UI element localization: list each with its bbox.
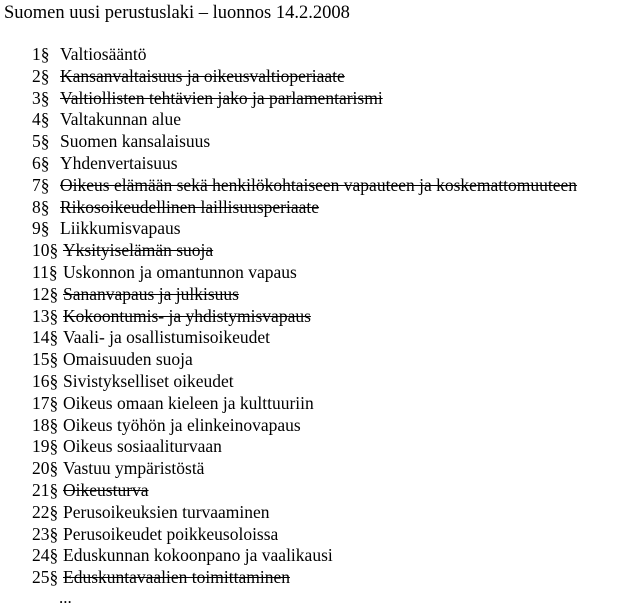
section-number: 15§ <box>32 349 59 370</box>
section-number: 16§ <box>32 370 59 391</box>
section-item <box>32 524 577 546</box>
section-number: 2§ <box>32 65 50 86</box>
section-item <box>32 371 577 393</box>
continuation-ellipsis: ... <box>59 588 72 607</box>
section-title: Yhdenvertaisuus <box>60 152 178 173</box>
section-item <box>32 109 577 131</box>
section-title: Oikeusturva <box>63 479 149 500</box>
section-number: 17§ <box>32 392 59 413</box>
section-title: Perusoikeuksien turvaaminen <box>63 501 270 522</box>
section-title: Uskonnon ja omantunnon vapaus <box>63 261 297 282</box>
section-title: Eduskuntavaalien toimittaminen <box>63 567 290 588</box>
section-item-struck <box>32 306 577 328</box>
section-item-struck <box>32 480 577 502</box>
section-title: Omaisuuden suoja <box>63 349 193 370</box>
section-title: Liikkumisvapaus <box>60 218 181 239</box>
section-number: 6§ <box>32 152 50 173</box>
section-title: Valtakunnan alue <box>60 109 181 130</box>
section-item-struck <box>32 567 577 589</box>
section-title: Yksityiselämän suoja <box>63 240 214 261</box>
section-item <box>32 153 577 175</box>
section-title: Sivistykselliset oikeudet <box>63 370 234 391</box>
section-item <box>32 44 577 66</box>
section-number: 8§ <box>32 196 50 217</box>
section-item <box>32 131 577 153</box>
section-title: Perusoikeudet poikkeusoloissa <box>63 523 279 544</box>
section-number: 14§ <box>32 327 59 348</box>
section-item-struck <box>32 197 577 219</box>
section-title: Suomen kansalaisuus <box>60 131 211 152</box>
section-item <box>32 349 577 371</box>
section-title: Eduskunnan kokoonpano ja vaalikausi <box>63 545 333 566</box>
section-number: 13§ <box>32 305 59 326</box>
section-item-struck <box>32 240 577 262</box>
section-item-struck <box>32 175 577 197</box>
section-title: Vaali- ja osallistumisoikeudet <box>63 327 271 348</box>
section-title: Vastuu ympäristöstä <box>63 458 205 479</box>
section-title: Kansanvaltaisuus ja oikeusvaltioperiaate <box>60 65 345 86</box>
section-item <box>32 218 577 240</box>
section-number: 5§ <box>32 131 50 152</box>
section-number: 3§ <box>32 87 50 108</box>
section-number: 24§ <box>32 545 59 566</box>
section-title: Oikeus työhön ja elinkeinovapaus <box>63 414 301 435</box>
section-title: Valtiollisten tehtävien jako ja parlamentarismi <box>60 87 383 108</box>
section-number: 4§ <box>32 109 50 130</box>
section-item-struck <box>32 284 577 306</box>
section-title: Oikeus omaan kieleen ja kulttuuriin <box>63 392 314 413</box>
section-number: 20§ <box>32 458 59 479</box>
section-list <box>32 44 577 589</box>
section-number: 22§ <box>32 501 59 522</box>
section-number: 10§ <box>32 240 59 261</box>
section-item-struck <box>32 66 577 88</box>
section-number: 21§ <box>32 479 59 500</box>
section-number: 19§ <box>32 436 59 457</box>
section-title: Rikosoikeudellinen laillisuusperiaate <box>60 196 320 217</box>
section-number: 23§ <box>32 523 59 544</box>
section-title: Valtiosääntö <box>60 44 147 64</box>
section-number: 7§ <box>32 174 50 195</box>
section-item <box>32 262 577 284</box>
section-title: Oikeus elämään sekä henkilökohtaiseen vapauteen ja koskemattomuuteen <box>60 174 578 195</box>
section-item <box>32 436 577 458</box>
section-number: 12§ <box>32 283 59 304</box>
section-item <box>32 327 577 349</box>
document-title: Suomen uusi perustuslaki – luonnos 14.2.2008 <box>4 3 350 23</box>
section-item <box>32 393 577 415</box>
section-item <box>32 458 577 480</box>
section-number: 9§ <box>32 218 50 239</box>
section-item-struck <box>32 88 577 110</box>
section-item <box>32 545 577 567</box>
section-title: Kokoontumis- ja yhdistymisvapaus <box>63 305 311 326</box>
section-title: Sananvapaus ja julkisuus <box>63 283 239 304</box>
section-number: 1§ <box>32 44 50 64</box>
section-number: 18§ <box>32 414 59 435</box>
section-number: 11§ <box>32 261 58 282</box>
section-item <box>32 502 577 524</box>
section-title: Oikeus sosiaaliturvaan <box>63 436 222 457</box>
section-number: 25§ <box>32 567 59 588</box>
section-item <box>32 415 577 437</box>
